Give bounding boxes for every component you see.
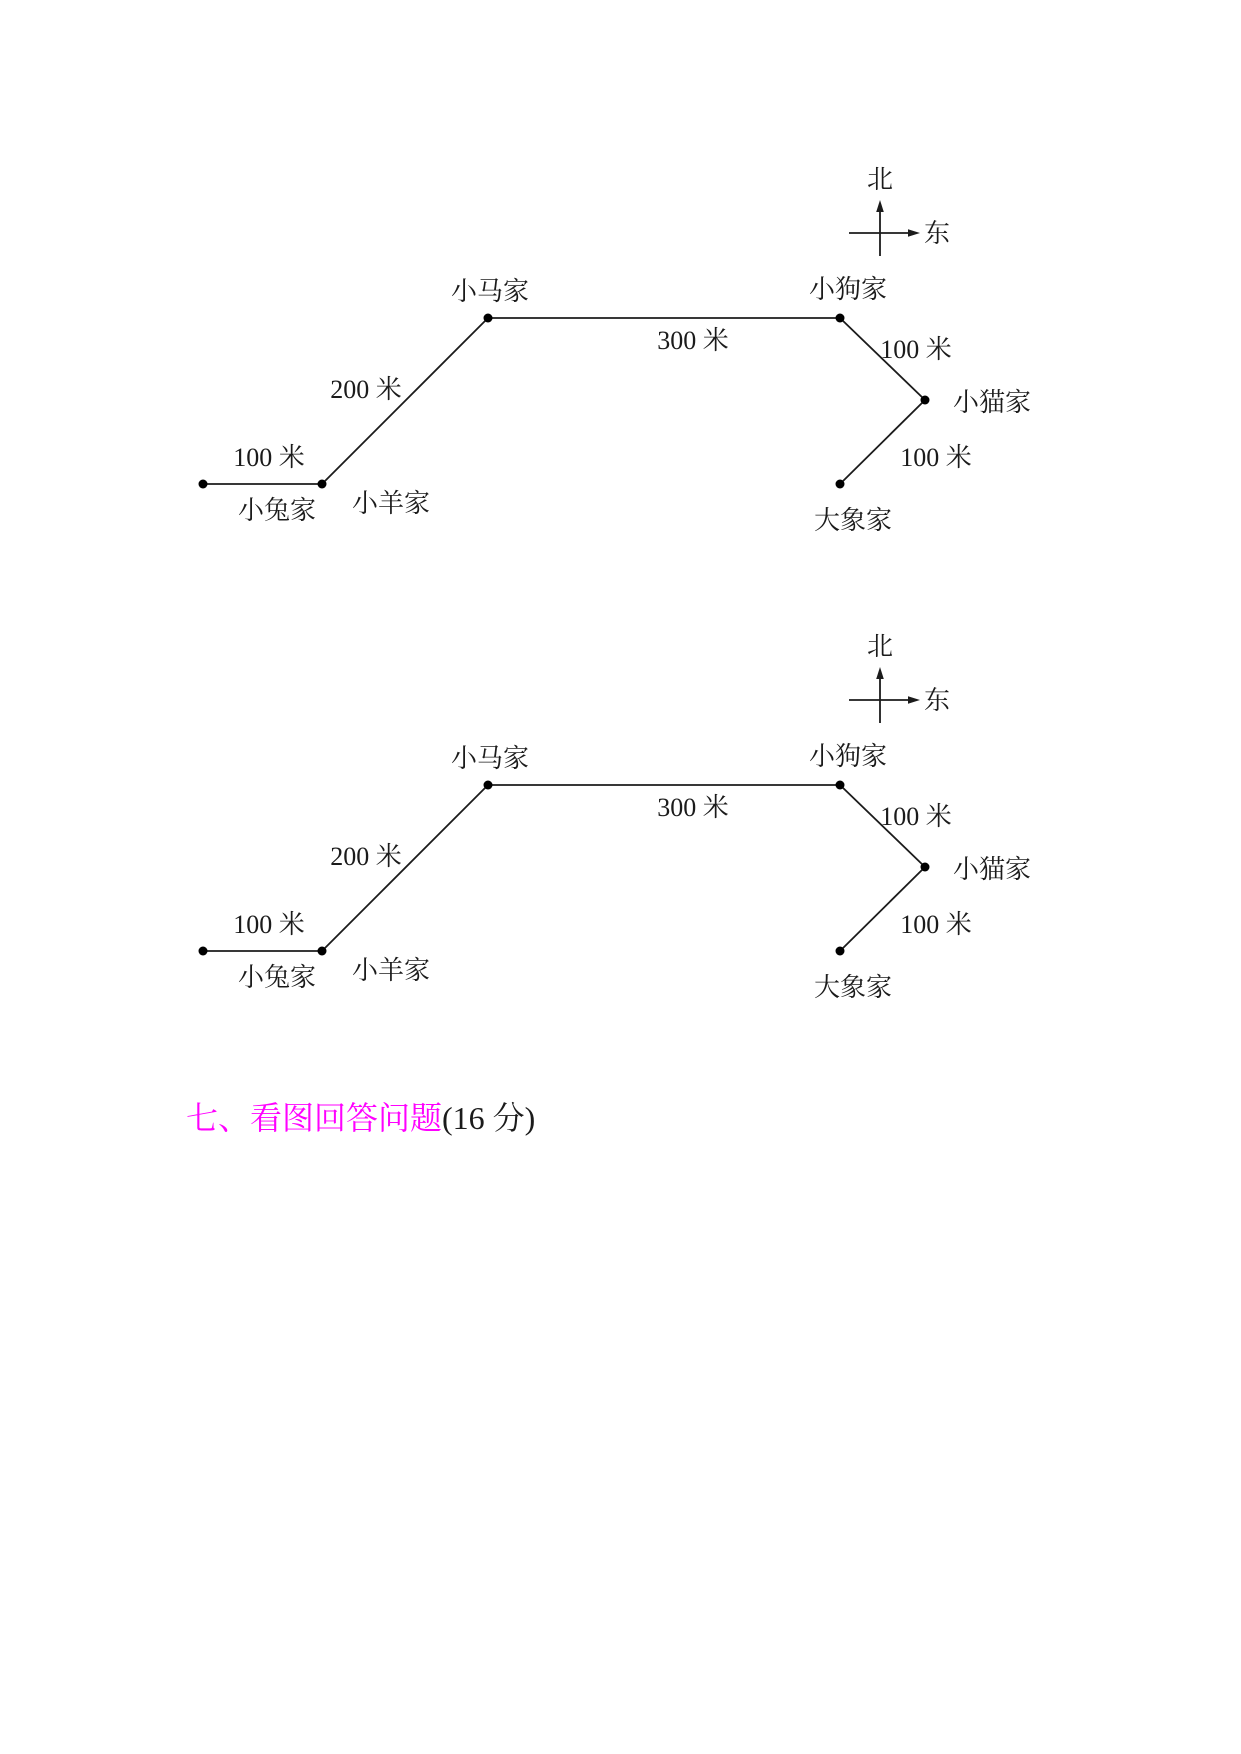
- node-dot-horse-home: [484, 314, 493, 323]
- label-cat-home: 小猫家: [952, 388, 1032, 417]
- compass-east-label: 东: [923, 219, 951, 248]
- route-nodes: [199, 781, 930, 956]
- route-diagram-2: [150, 607, 1100, 1027]
- distance-labels: [233, 793, 972, 939]
- distance-labels: [233, 326, 972, 472]
- node-dot-rabbit-home: [199, 480, 208, 489]
- label-cat-home: 小猫家: [952, 855, 1032, 884]
- node-labels: [238, 742, 1031, 1002]
- distance-cat-elephant: 100 米: [900, 443, 972, 472]
- compass-north-arrow-icon: [876, 667, 884, 679]
- node-dot-horse-home: [484, 781, 493, 790]
- route-diagram-1: [150, 140, 1100, 560]
- compass-east-arrow-icon: [908, 696, 920, 704]
- section-heading-score: (16 分): [442, 1100, 536, 1136]
- compass: [849, 632, 950, 723]
- node-dot-rabbit-home: [199, 947, 208, 956]
- label-rabbit-home: 小兔家: [237, 496, 317, 525]
- label-sheep-home: 小羊家: [351, 489, 431, 518]
- distance-cat-elephant: 100 米: [900, 910, 972, 939]
- section-heading: [186, 1098, 535, 1138]
- node-dot-cat-home: [921, 863, 930, 872]
- node-dot-elephant-home: [836, 480, 845, 489]
- distance-rabbit-sheep: 100 米: [233, 910, 305, 939]
- label-sheep-home: 小羊家: [351, 956, 431, 985]
- distance-dog-cat: 100 米: [880, 335, 952, 364]
- label-elephant-home: 大象家: [813, 973, 893, 1002]
- label-horse-home: 小马家: [450, 744, 530, 773]
- compass-north-arrow-icon: [876, 200, 884, 212]
- node-labels: [238, 275, 1031, 535]
- node-dot-cat-home: [921, 396, 930, 405]
- compass-east-label: 东: [923, 686, 951, 715]
- label-elephant-home: 大象家: [813, 506, 893, 535]
- route-lines: [203, 318, 925, 484]
- compass-north-label: 北: [866, 632, 894, 661]
- distance-sheep-horse: 200 米: [330, 842, 402, 871]
- route-nodes: [199, 314, 930, 489]
- label-dog-home: 小狗家: [808, 275, 888, 304]
- compass-north-label: 北: [866, 165, 894, 194]
- compass: [849, 165, 950, 256]
- node-dot-sheep-home: [318, 947, 327, 956]
- compass-east-arrow-icon: [908, 229, 920, 237]
- label-dog-home: 小狗家: [808, 742, 888, 771]
- node-dot-dog-home: [836, 314, 845, 323]
- label-rabbit-home: 小兔家: [237, 963, 317, 992]
- distance-rabbit-sheep: 100 米: [233, 443, 305, 472]
- distance-sheep-horse: 200 米: [330, 375, 402, 404]
- distance-horse-dog: 300 米: [657, 793, 729, 822]
- node-dot-elephant-home: [836, 947, 845, 956]
- label-horse-home: 小马家: [450, 277, 530, 306]
- node-dot-sheep-home: [318, 480, 327, 489]
- distance-dog-cat: 100 米: [880, 802, 952, 831]
- route-lines: [203, 785, 925, 951]
- section-heading-title: 七、看图回答问题: [186, 1100, 443, 1136]
- distance-horse-dog: 300 米: [657, 326, 729, 355]
- node-dot-dog-home: [836, 781, 845, 790]
